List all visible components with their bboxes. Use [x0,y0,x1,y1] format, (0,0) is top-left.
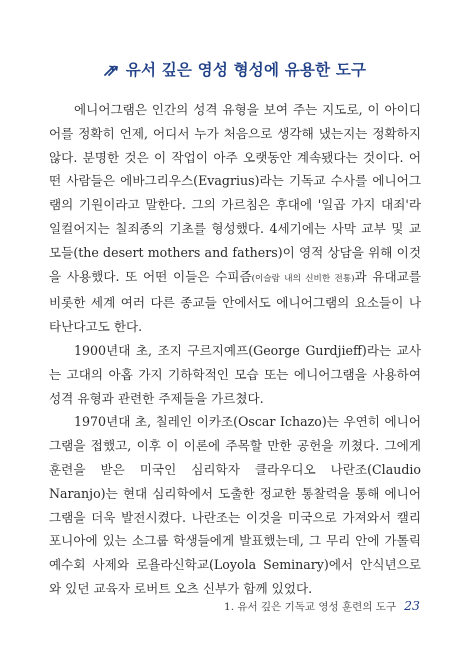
running-head: 1. 유서 깊은 기독교 영성 훈련의 도구 [224,601,397,613]
paragraph-ichazo-naranjo [49,410,421,600]
arrow-mark-icon [104,63,120,81]
section-heading [0,58,470,81]
body-text [49,98,421,601]
page-number: 23 [404,598,420,613]
page-footer [224,598,420,614]
paragraph-text: 1970년대 초, 칠레인 이카조(Oscar Ichazo)는 우연히 에니어그램을 접했고, 이후 이 이론에 주목할 만한 공헌을 끼쳤다. 그에게 훈련을 받은 미국인 심리학자 클라우디오 나란조(Claudio Naranjo)는 현대 심리학에서 도출한 정교한 통찰력을 통해 에니어그램을 더욱 발전시켰다. 나란조는 이것을 미국으로 가져와서 캘리포니아에 있는 소그룹 학생들에게 발표했는데, 그 무리 안에 가톨릭 예수회 사제와 로욜라신학교(Loyola Seminary)에서 안식년으로 와 있던 교육자 로버트 오츠 신부가 함께 있었다. [49,414,421,596]
paragraph-text: 1900년대 초, 조지 구르지예프(George Gurdjieff)라는 교사는 고대의 아홉 가지 기하학적인 모습 또는 에니어그램을 사용하여 성격 유형과 관련한 주제들을 가르쳤다. [49,342,421,406]
paragraph-text: 과 유대교를 비롯한 세계 여러 다른 종교들 안에서도 에니어그램의 요소들이 나타난다고도 한다. [49,268,422,335]
paragraph-text: 에니어그램은 인간의 성격 유형을 보여 주는 지도로, 이 아이디어를 정확히 언제, 어디서 누가 처음으로 생각해 냈는지는 정확하지 않다. 분명한 것은 이 작업이 아주 오랫동안 계속됐다는 것이다. 어떤 사람들은 에바그리우스(Evagrius)라는 기독교 수사를 에니어그램의 기원이라고 말한다. 그의 가르침은 후대에 '일곱 가지 대죄'라 일컬어지는 칠죄종의 기초를 형성했다. 4세기에는 사막 교부 및 교모들(the desert mothers and fathers)이 영적 상담을 위해 이것을 사용했다. 또 어떤 이들은 수피즘 [49,102,421,284]
paragraph-gurdjieff [49,339,421,410]
paragraph-enneagram-origins [49,98,421,339]
sufism-gloss: (이슬람 내의 신비한 전통) [251,273,355,284]
section-title: 유서 깊은 영성 형성에 유용한 도구 [125,61,367,79]
